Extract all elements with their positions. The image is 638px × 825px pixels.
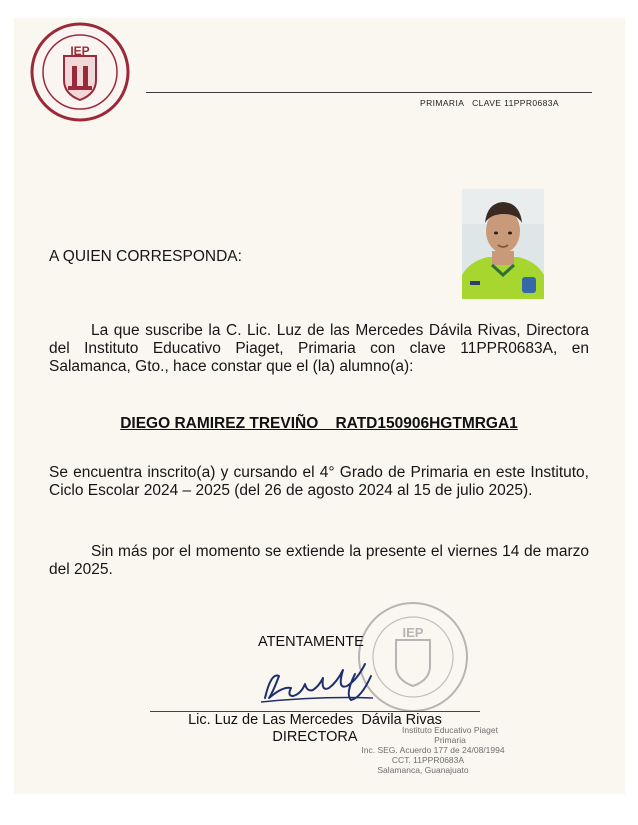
greeting: A QUIEN CORRESPONDA: <box>49 248 242 265</box>
stamp-line: Inc. SEG. Acuerdo 177 de 24/08/1994 <box>361 745 505 755</box>
intro-paragraph: La que suscribe la C. Lic. Luz de las Mercedes Dávila Rivas, Directora del Instituto Educativo Piaget, Primaria con clave 11PPR0683A, en Salamanca, Gto., hace constar que el (la) alumno(a): <box>49 322 589 375</box>
stamp-line: Instituto Educativo Piaget <box>402 725 498 735</box>
rubber-stamp-text <box>318 725 518 775</box>
svg-text:IEP: IEP <box>70 44 90 58</box>
stamp-line: Salamanca, Guanajuato <box>377 765 469 775</box>
student-name-curp: DIEGO RAMIREZ TREVIÑO RATD150906HGTMRGA1 <box>120 415 518 432</box>
signer-title: DIRECTORA <box>272 729 358 745</box>
handwritten-signature <box>255 660 390 708</box>
header-rule <box>146 92 592 93</box>
svg-text:IEP: IEP <box>402 625 424 640</box>
school-clave: PRIMARIA CLAVE 11PPR0683A <box>420 98 559 108</box>
stamp-line: Primaria <box>434 735 466 745</box>
school-logo <box>30 22 130 122</box>
signer-name: Lic. Luz de Las Mercedes Dávila Rivas <box>188 712 442 728</box>
closing-paragraph: Sin más por el momento se extiende la presente el viernes 14 de marzo del 2025. <box>49 543 589 578</box>
enrollment-paragraph: Se encuentra inscrito(a) y cursando el 4° Grado de Primaria en este Instituto, Ciclo Escolar 2024 – 2025 (del 26 de agosto 2024 al 15 de julio 2025). <box>49 464 589 499</box>
closing-word: ATENTAMENTE <box>258 634 364 650</box>
stamp-line: CCT. 11PPR0683A <box>391 755 465 765</box>
student-photo <box>462 189 544 299</box>
